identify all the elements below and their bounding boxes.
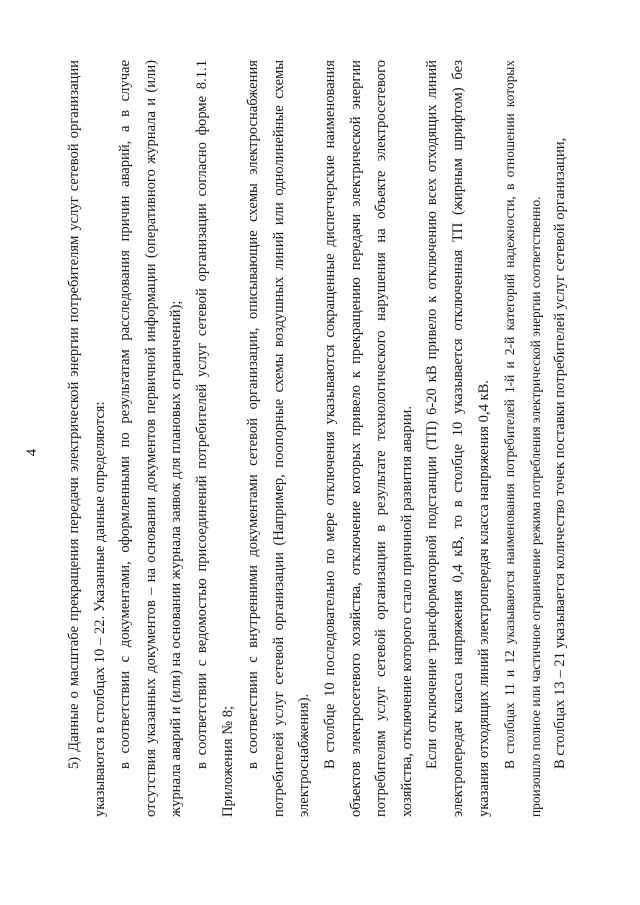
paragraph-substation: Если отключение трансформаторной подстанции (ТП) 6-20 кВ привело к отключению всех отходящих линий электропередач класса напряжения 0,4 кВ, то в столбце 10 указывается отключенная ТП (жирным шрифтом) без указания отходящих линий электропередач класса напряжения 0,4 кВ. (424, 60, 492, 817)
paragraph-item-5: 5) Данные о масштабе прекращения передачи электрической энергии потребителям услуг сетевой организации указываются в столбцах 10 – 22. Указанные данные определяются: (66, 60, 108, 817)
document-body (62, 60, 574, 817)
page-number: 4 (24, 448, 40, 457)
paragraph-column-10: В столбце 10 последовательно по мере отключения указываются сокращенные диспетчерские наименования объектов электросетевого хозяйства, отключение которых привело к прекращению передачи электрической энергии потребителям услуг сетевой организации в результате технологического нарушения на объекте электросетевого хозяйства, отключение которого стало причиной развития аварии. (321, 60, 415, 817)
paragraph-accident-docs: в соответствии с документами, оформленными по результатам расследования причин аварий, а в случае отсутствия указанных документов – на основании документов первичной информации (оперативного журнала и (или) журнала аварий и (или) на основании журнала заявок для плановых ограничений); (117, 60, 185, 817)
paragraph-connections-list: в соответствии с ведомостью присоединений потребителей услуг сетевой организации согласно форме 8.1.1 Приложения № 8; (193, 60, 236, 817)
paragraph-columns-13-21: В столбцах 13 – 21 указывается количество точек поставки потребителей услуг сетевой организации, (552, 137, 569, 769)
paragraph-internal-docs: в соответствии с внутренними документами сетевой организации, описывающие схемы электроснабжения потребителей услуг сетевой организации (Например, поопорные схемы воздушных линий или однолинейные схемы электроснабжения). (245, 60, 313, 817)
paragraph-columns-11-12: В столбцах 11 и 12 указываются наименования потребителей 1-й и 2-й категорий надежности, в отношении которых произошло полное или частичное ограничение режима потребления электрической энергии соответственно. (502, 60, 543, 817)
